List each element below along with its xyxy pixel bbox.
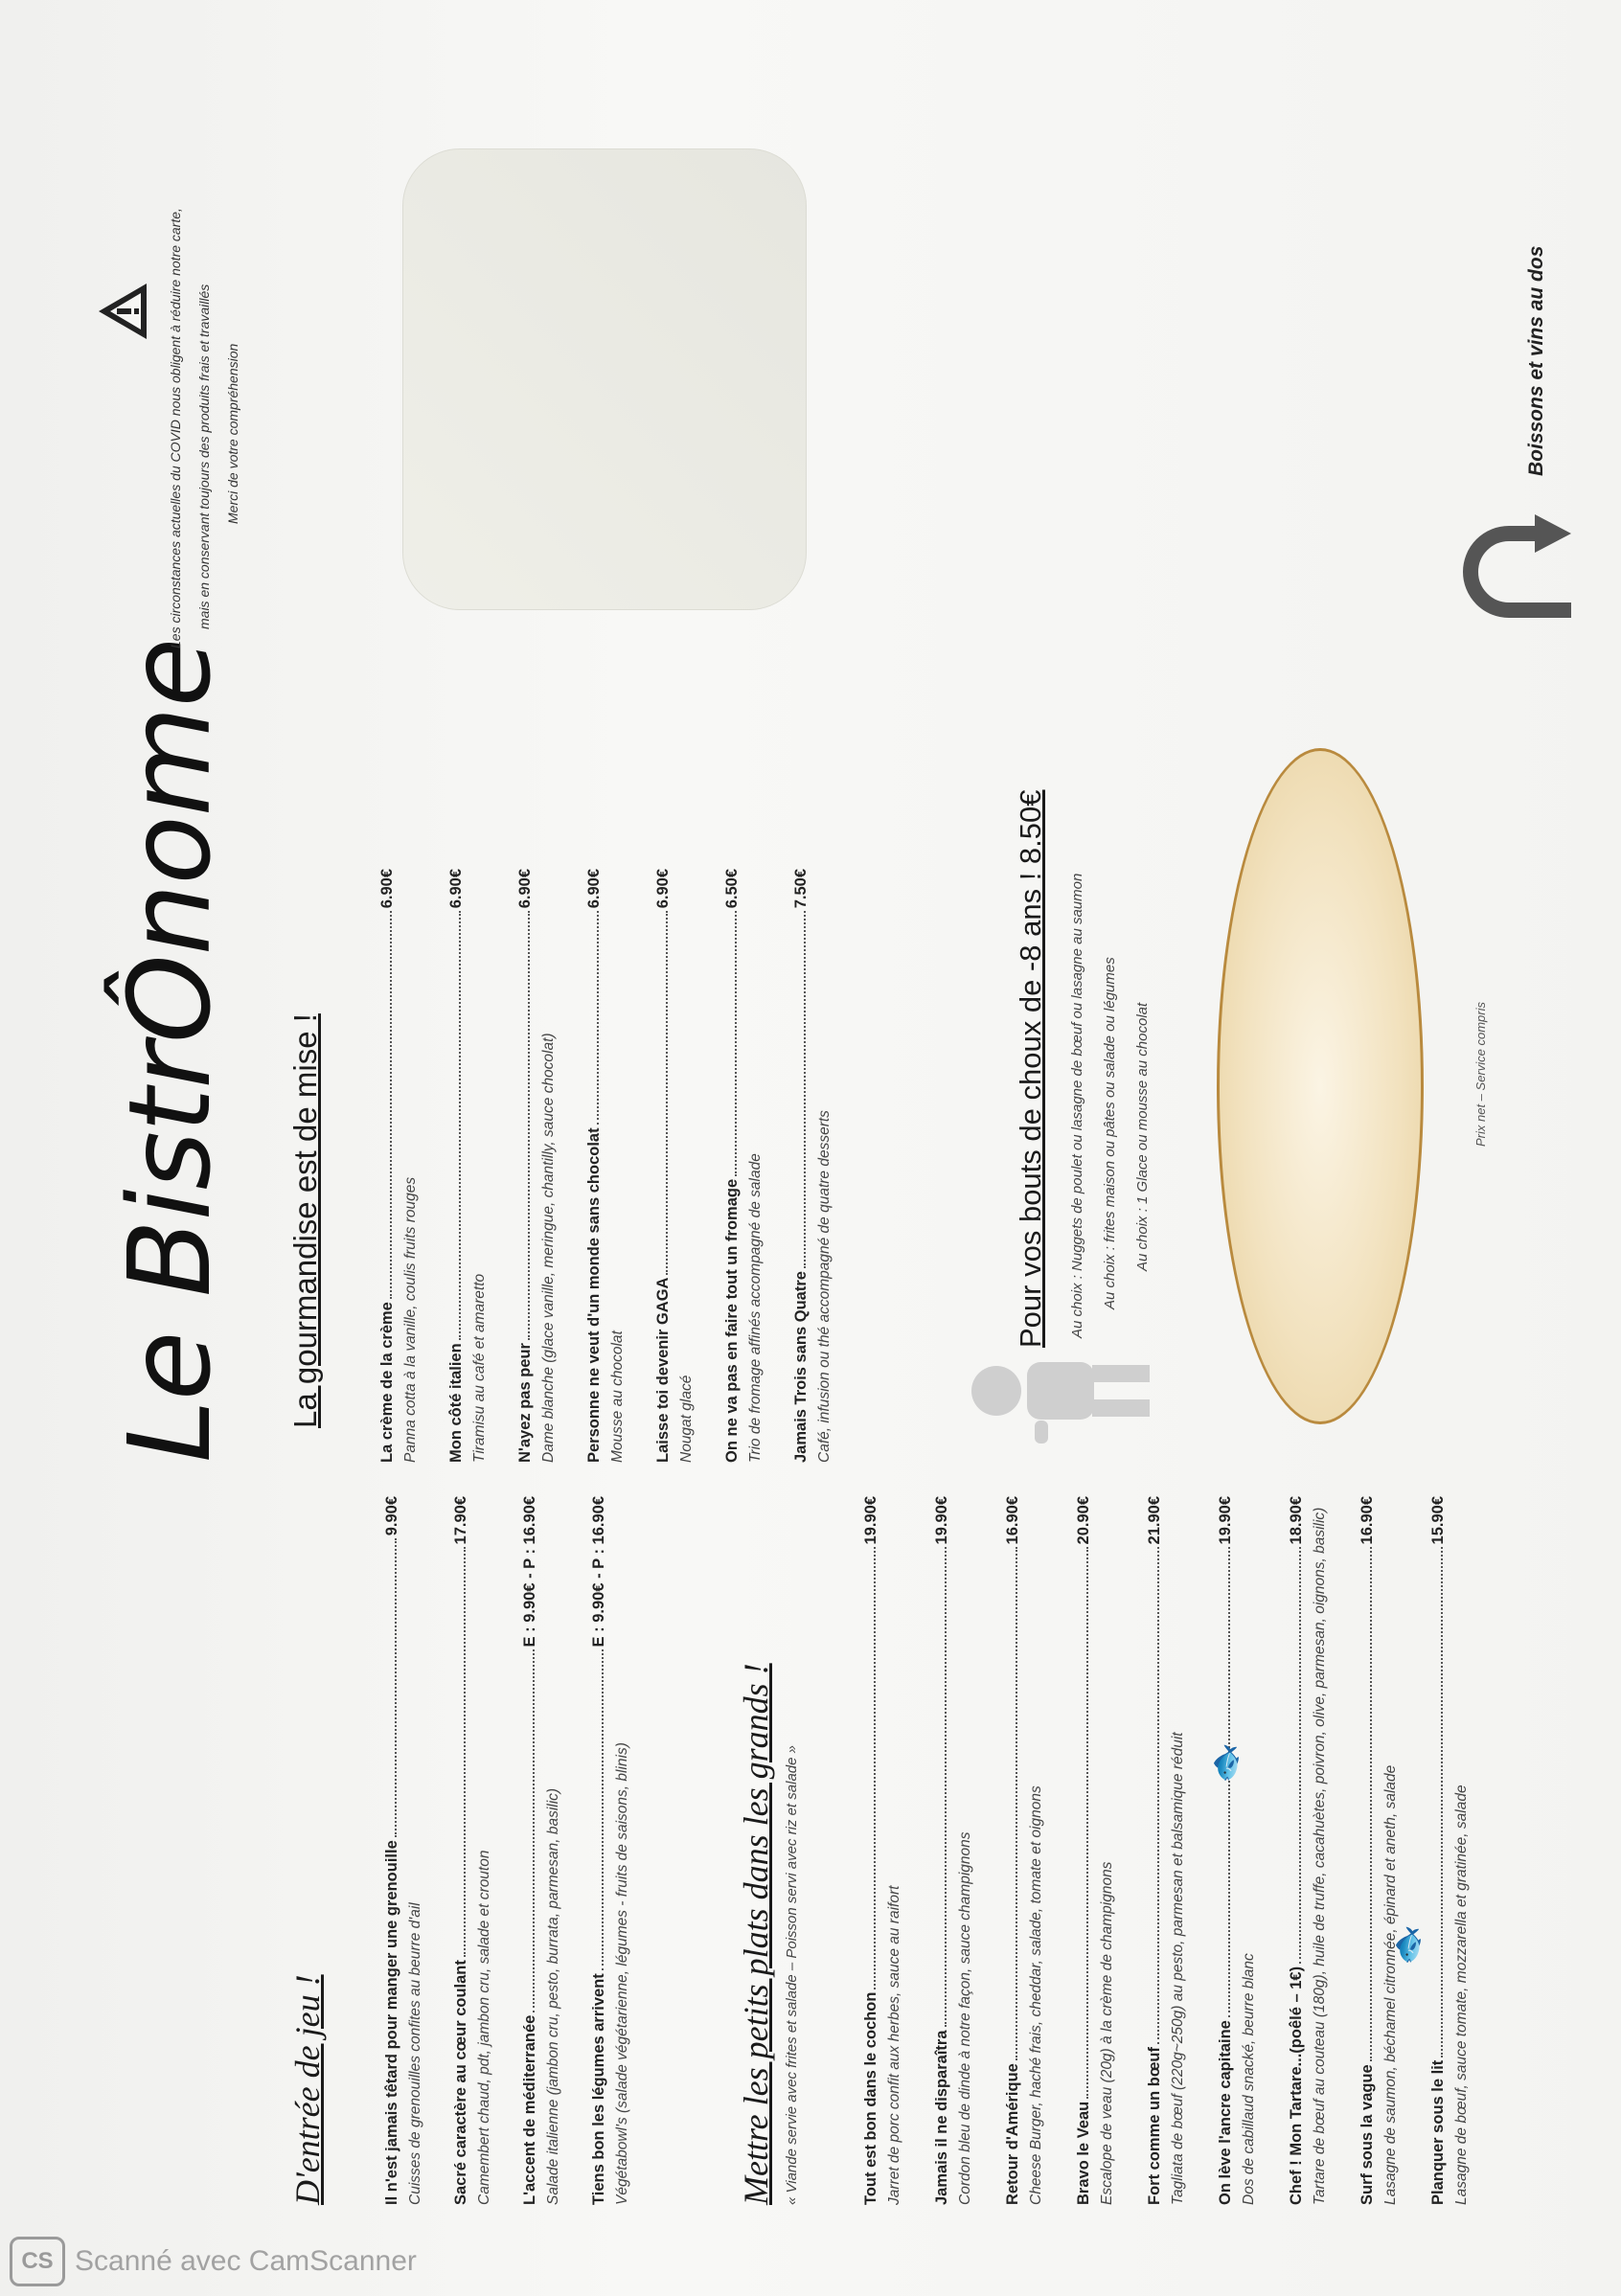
menu-item: [654, 869, 696, 1463]
menu-item: [447, 869, 490, 1463]
dot-leader: [874, 1547, 876, 1989]
dot-leader: [735, 911, 737, 1176]
kids-choice-line: Au choix : Nuggets de poulet ou lasagne de bœuf ou lasagne au saumon: [1069, 873, 1085, 1338]
dot-leader: [395, 1538, 397, 1837]
dot-leader: [390, 911, 392, 1299]
menu-item-price: 20.90€: [1075, 1496, 1092, 1545]
menu-item-line: [862, 1496, 880, 2205]
menu-item-line: [792, 869, 810, 1463]
dot-leader: [804, 911, 806, 1268]
dot-leader: [1370, 1547, 1372, 2061]
menu-item: [585, 869, 628, 1463]
menu-item-line: [654, 869, 673, 1463]
covid-notice-line: Les circonstances actuelles du COVID nous obligent à réduire notre carte,: [168, 208, 183, 648]
menu-item-name: Chef ! Mon Tartare...(poêlé – 1€): [1288, 1966, 1305, 2205]
menu-item-price: 6.90€: [378, 869, 396, 909]
menu-item-line: [1217, 1496, 1235, 2205]
menu-item-description: Salade italienne (jambon cru, pesto, burrata, parmesan, basilic): [545, 1787, 561, 2205]
menu-item-line: [1288, 1496, 1306, 2205]
menu-item-name: Jamais il ne disparaîtra: [933, 2030, 950, 2205]
fish-icon: 🐟: [1386, 1922, 1428, 1968]
menu-item-line: [933, 1496, 951, 2205]
menu-item: [1075, 1496, 1117, 2205]
menu-item-description: Dame blanche (glace vanille, meringue, chantilly, sauce chocolat): [540, 1033, 557, 1463]
menu-item: [383, 1496, 425, 2205]
menu-item-price: 6.90€: [585, 869, 603, 909]
menu-item-name: Laisse toi devenir GAGA: [654, 1277, 672, 1463]
menu-item-price: 6.50€: [723, 869, 741, 909]
menu-item-price: 6.90€: [516, 869, 534, 909]
dot-leader: [459, 911, 461, 1340]
menu-item-description: Cuisses de grenouilles confites au beurre d'ail: [407, 1902, 423, 2205]
menu-item-line: [1075, 1496, 1093, 2205]
menu-item-line: [383, 1496, 401, 2205]
menu-item-price: 19.90€: [1217, 1496, 1234, 1545]
restaurant-photo: [402, 148, 807, 610]
menu-item: [723, 869, 765, 1463]
menu-item-name: Planquer sous le lit: [1429, 2059, 1447, 2205]
kids-menu-heading: Pour vos bouts de choux de -8 ans ! 8.50€: [1014, 789, 1047, 1348]
scanner-watermark: [10, 2237, 417, 2286]
menu-item-description: Tiramisu au café et amaretto: [471, 1273, 488, 1463]
menu-item: [933, 1496, 975, 2205]
menu-item-description: Lasagne de saumon, béchamel citronnée, épinard et aneth, salade: [1382, 1764, 1399, 2205]
kids-choice-line: Au choix : frites maison ou pâtes ou salade ou légumes: [1102, 957, 1118, 1309]
menu-item-name: L'accent de méditerranée: [521, 2014, 538, 2205]
menu-item-description: Camembert chaud, pdt, jambon cru, salade et crouton: [476, 1850, 492, 2205]
dot-leader: [1157, 1547, 1159, 2044]
dot-leader: [1086, 1547, 1088, 2098]
page-title: Le BistrÔnome: [103, 638, 236, 1463]
child-figure-icon: [958, 1319, 1159, 1463]
menu-item-price: 16.90€: [1004, 1496, 1021, 1545]
menu-item-price: 6.90€: [447, 869, 465, 909]
camscanner-logo: CS: [10, 2237, 65, 2286]
dot-leader: [945, 1547, 947, 2027]
menu-item-line: [1358, 1496, 1377, 2205]
menu-item-name: Mon côté italien: [447, 1343, 465, 1463]
menu-item-description: Lasagne de bœuf, sauce tomate, mozzarella et gratinée, salade: [1453, 1785, 1470, 2205]
menu-item: [1358, 1496, 1401, 2205]
dot-leader: [1016, 1547, 1017, 2060]
price-footer-note: Prix net – Service compris: [1473, 1002, 1488, 1147]
drinks-note: Boissons et vins au dos: [1525, 245, 1547, 476]
menu-item: [1217, 1496, 1259, 2205]
menu-item-price: 21.90€: [1146, 1496, 1163, 1545]
menu-item: [1146, 1496, 1188, 2205]
menu-item-name: Tiens bon les légumes arrivent: [590, 1973, 607, 2205]
fish-icon: 🐟: [1204, 1740, 1246, 1786]
menu-item-price: 19.90€: [862, 1496, 879, 1545]
menu-item-name: On lève l'ancre capitaine: [1217, 2020, 1234, 2205]
menu-item-name: Jamais Trois sans Quatre: [792, 1271, 810, 1463]
menu-item: [792, 869, 834, 1463]
menu-item-line: [378, 869, 397, 1463]
covid-notice-line: mais en conservant toujours des produits frais et travaillés: [196, 284, 212, 629]
menu-item: [521, 1496, 563, 2205]
menu-item-line: [521, 1496, 539, 2205]
menu-item-description: Panna cotta à la vanille, coulis fruits rouges: [402, 1176, 419, 1463]
menu-item-description: Jarret de porc confit aux herbes, sauce au raifort: [886, 1885, 902, 2205]
menu-item: [516, 869, 559, 1463]
menu-item-name: Sacré caractère au cœur coulant: [452, 1960, 469, 2205]
menu-item-name: Il n'est jamais têtard pour manger une grenouille: [383, 1840, 400, 2205]
menu-item: [862, 1496, 904, 2205]
menu-item-name: La crème de la crème: [378, 1302, 396, 1463]
menu-item-name: On ne va pas en faire tout un fromage: [723, 1178, 741, 1463]
mains-heading: Mettre les petits plats dans les grands !: [737, 1663, 775, 2205]
menu-item: [1004, 1496, 1046, 2205]
menu-item-name: Personne ne veut d'un monde sans chocolat: [585, 1127, 603, 1463]
menu-item-line: [447, 869, 466, 1463]
menu-item-price: 15.90€: [1429, 1496, 1447, 1545]
menu-item-description: Café, infusion ou thé accompagné de quatre desserts: [816, 1110, 833, 1463]
dot-leader: [1441, 1547, 1443, 2057]
menu-item-name: Fort comme un bœuf: [1146, 2047, 1163, 2205]
dot-leader: [666, 911, 668, 1274]
plate-illustration: [1217, 748, 1424, 1424]
menu-item: [590, 1496, 632, 2205]
menu-item-description: Tagliata de bœuf (220g~250g) au pesto, parmesan et balsamique réduit: [1170, 1732, 1186, 2205]
dot-leader: [602, 1649, 604, 1970]
menu-item-description: Cordon bleu de dinde à notre façon, sauce champignons: [957, 1831, 973, 2205]
menu-item-price: 7.50€: [792, 869, 810, 909]
menu-item-line: [516, 869, 535, 1463]
menu-item-description: Nougat glacé: [678, 1375, 695, 1463]
menu-item-price: 19.90€: [933, 1496, 950, 1545]
warning-icon: [96, 281, 149, 342]
menu-item-description: Végétabowl's (salade végétarienne, légumes - fruits de saisons, blinis): [614, 1742, 630, 2205]
dot-leader: [464, 1547, 466, 1957]
menu-item: [1429, 1496, 1472, 2205]
menu-item-description: Dos de cabillaud snacké, beurre blanc: [1241, 1953, 1257, 2205]
desserts-heading: La gourmandise est de mise !: [287, 1013, 323, 1428]
menu-item-description: Tartare de bœuf au couteau (180g), huile de truffe, cacahuètes, poivron, olive, parmesan, oignons, basilic): [1312, 1507, 1328, 2205]
menu-item-price: 9.90€: [383, 1496, 400, 1536]
menu-item-description: Escalope de veau (20g) à la crème de champignons: [1099, 1861, 1115, 2205]
menu-item-name: Tout est bon dans le cochon: [862, 1991, 879, 2205]
menu-item-price: 17.90€: [452, 1496, 469, 1545]
menu-item-line: [585, 869, 604, 1463]
menu-item-price: 16.90€: [1358, 1496, 1376, 1545]
menu-item-name: N'ayez pas peur: [516, 1343, 534, 1463]
menu-item-description: Cheese Burger, haché frais, cheddar, salade, tomate et oignons: [1028, 1785, 1044, 2205]
menu-item-price: 6.90€: [654, 869, 672, 909]
dot-leader: [533, 1649, 535, 2012]
dot-leader: [528, 911, 530, 1340]
menu-item: [452, 1496, 494, 2205]
scanner-label: Scanné avec CamScanner: [75, 2245, 417, 2277]
starters-heading: D'entrée de jeu !: [288, 1974, 327, 2205]
menu-item-price: E : 9.90€ - P : 16.90€: [590, 1496, 607, 1648]
menu-item-line: [1429, 1496, 1448, 2205]
menu-item-price: E : 9.90€ - P : 16.90€: [521, 1496, 538, 1648]
menu-item-line: [723, 869, 742, 1463]
dot-leader: [597, 911, 599, 1125]
menu-item-price: 18.90€: [1288, 1496, 1305, 1545]
menu-item: [1288, 1496, 1330, 2205]
menu-item-name: Retour d'Amérique: [1004, 2063, 1021, 2205]
menu-item-name: Surf sous la vague: [1358, 2064, 1376, 2205]
covid-notice-line: Merci de votre compréhension: [225, 343, 240, 524]
menu-item-line: [452, 1496, 470, 2205]
u-turn-arrow-icon: [1456, 514, 1581, 629]
menu-item-line: [1146, 1496, 1164, 2205]
menu-item-line: [1004, 1496, 1022, 2205]
mains-note: « Viande servie avec frites et salade – Poisson servi avec riz et salade »: [784, 1745, 800, 2205]
menu-item-line: [590, 1496, 608, 2205]
menu-item: [378, 869, 421, 1463]
menu-item-description: Mousse au chocolat: [609, 1330, 626, 1463]
kids-choice-line: Au choix : 1 Glace ou mousse au chocolat: [1134, 1002, 1151, 1271]
dot-leader: [1299, 1547, 1301, 1963]
menu-item-description: Trio de fromage affinés accompagné de salade: [747, 1153, 764, 1463]
menu-item-name: Bravo le Veau: [1075, 2101, 1092, 2205]
